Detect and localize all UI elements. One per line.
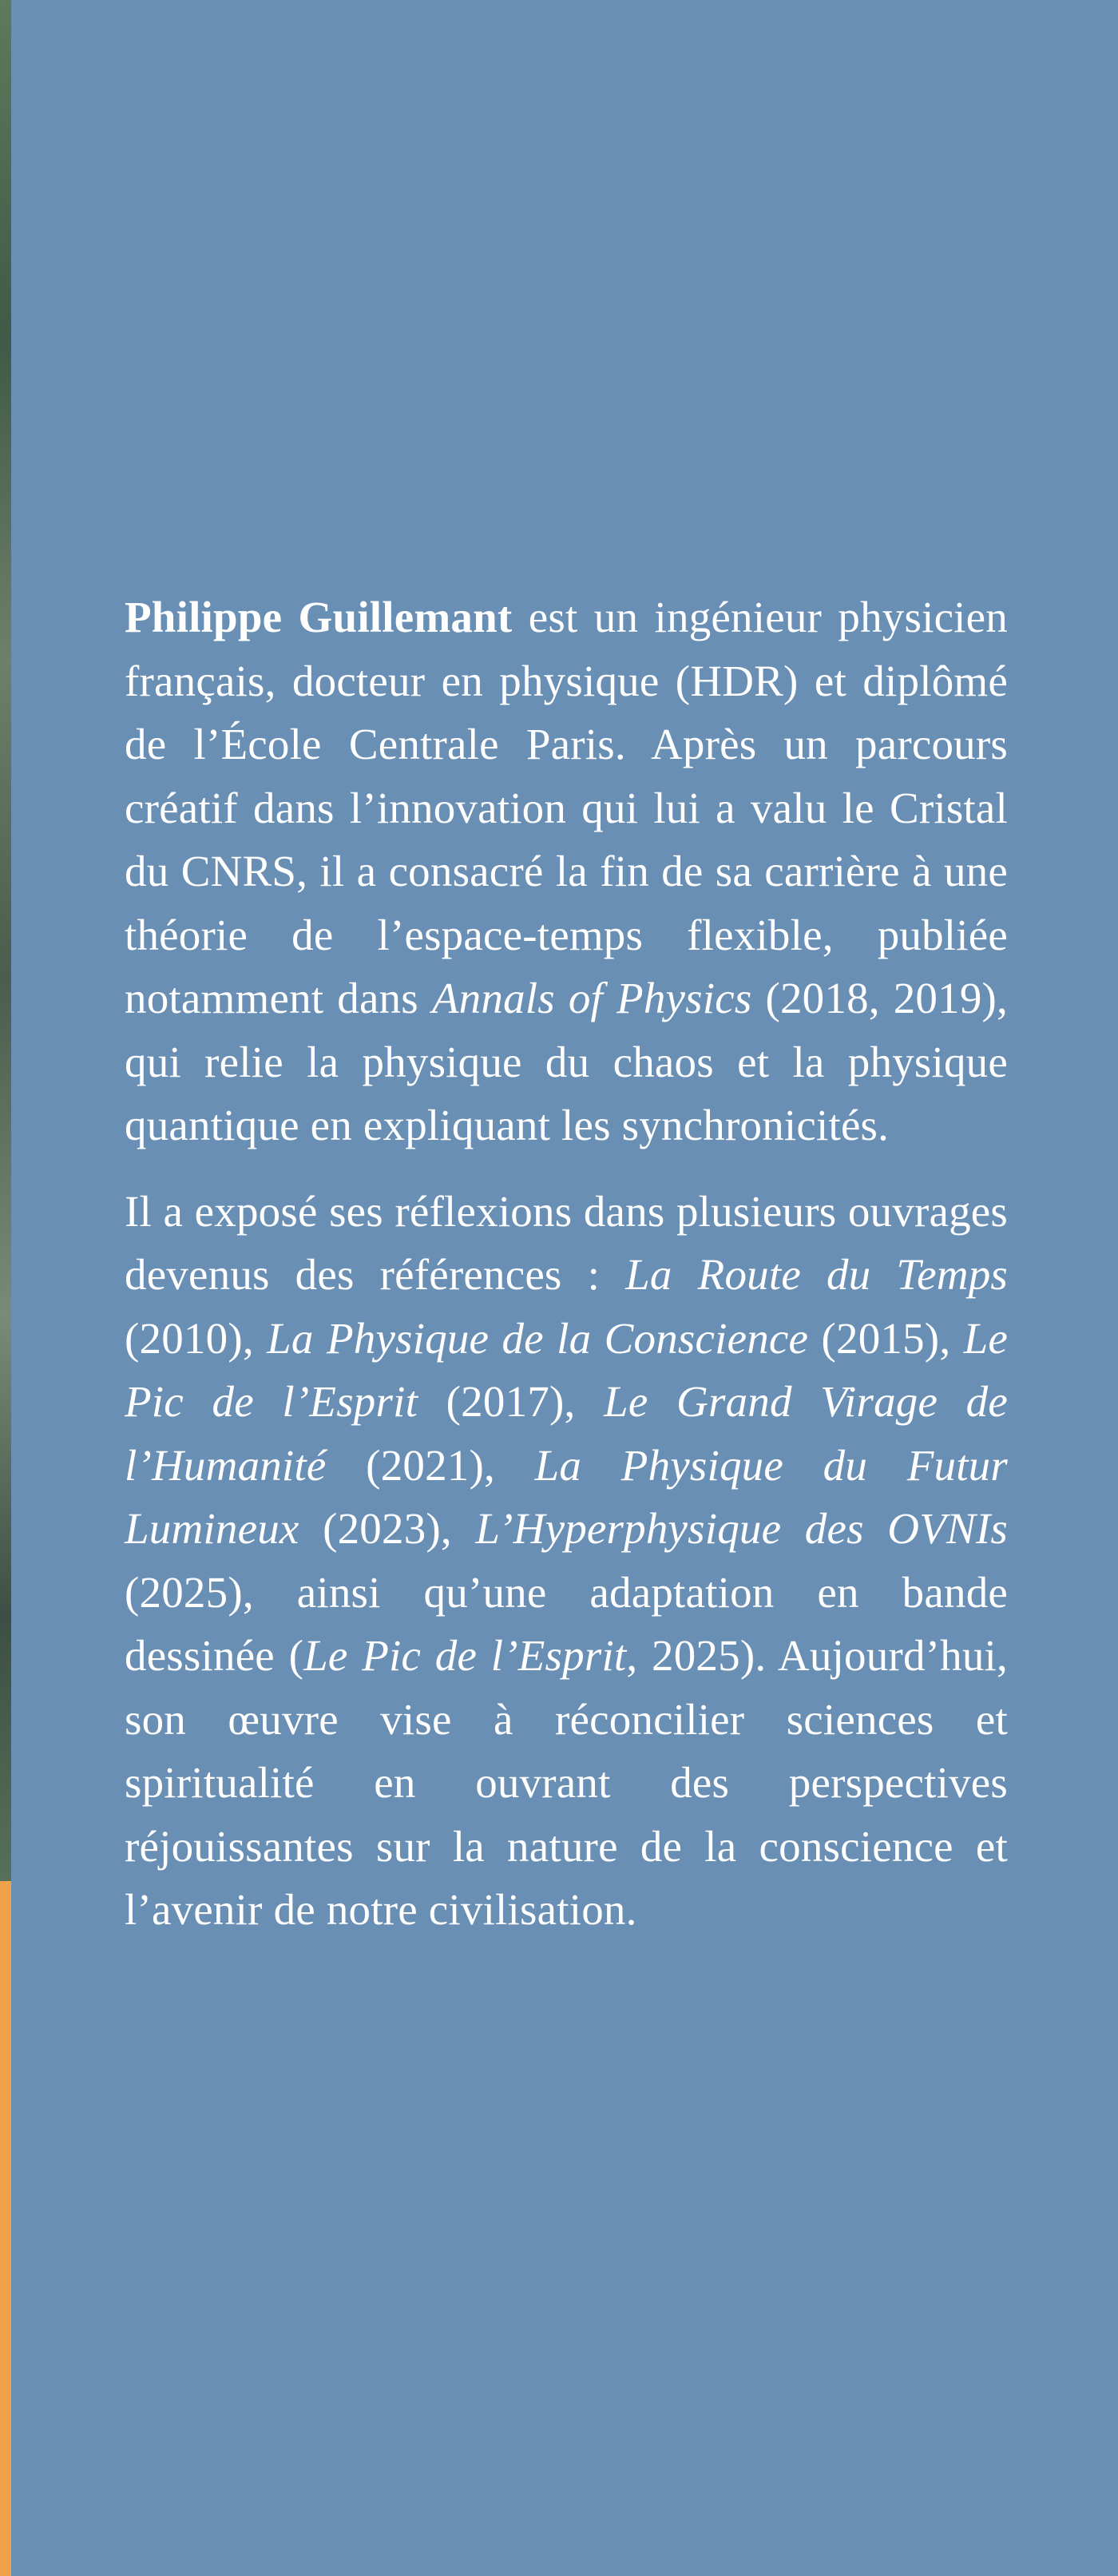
bio-text: , 2025). Aujourd’hui, son œuvre vise à réconcilier sciences et spiritualité en ouvrant des perspectives réjouissantes sur la nature de la conscience et l’avenir de notre civilisation. (125, 1631, 1008, 1934)
bio-text: (2010), (125, 1313, 268, 1363)
book-title: Le Pic de l’Esprit (303, 1631, 627, 1680)
cover-photo-edge (0, 0, 11, 1881)
book-title: La Physique du Futur Lumineux (125, 1440, 1008, 1553)
book-title: La Physique de la Conscience (267, 1313, 809, 1363)
bio-text: (2025), ainsi qu’une adaptation en bande dessinée ( (125, 1567, 1008, 1680)
author-name: Philippe Guillemant (125, 593, 513, 641)
bio-paragraph-1 (125, 585, 1008, 1157)
bio-text: est un ingénieur physicien français, docteur en physique (HDR) et diplômé de l’École Centrale Paris. Après un parcours créatif dans l’innovation qui lui a valu le Cristal du CNRS, il a consacré la fin de sa carrière à une théorie de l’espace-temps flexible, publiée notamment dans (125, 593, 1008, 1022)
bio-text: Il a exposé ses réflexions dans plusieurs ouvrages devenus des références : (125, 1186, 1008, 1299)
bio-text: (2023), (299, 1504, 476, 1553)
bio-text: (2017), (418, 1377, 605, 1426)
cover-orange-band (0, 1881, 11, 2576)
book-title: Le Pic de l’Esprit (125, 1313, 1009, 1426)
cover-edge-strip (0, 0, 11, 2576)
bio-text: (2015), (808, 1313, 964, 1363)
book-title: Le Grand Virage de l’Humanité (125, 1377, 1008, 1490)
book-title: L’Hyperphysique des OVNIs (475, 1504, 1008, 1553)
bio-text: (2018, 2019), qui relie la physique du chaos et la physique quantique en expliquant les synchronicités. (125, 974, 1008, 1149)
book-title: La Route du Temps (625, 1250, 1008, 1299)
journal-title: Annals of Physics (431, 974, 752, 1022)
bio-text: (2021), (326, 1440, 535, 1490)
author-biography (125, 585, 1008, 1942)
bio-paragraph-2 (125, 1180, 1008, 1942)
